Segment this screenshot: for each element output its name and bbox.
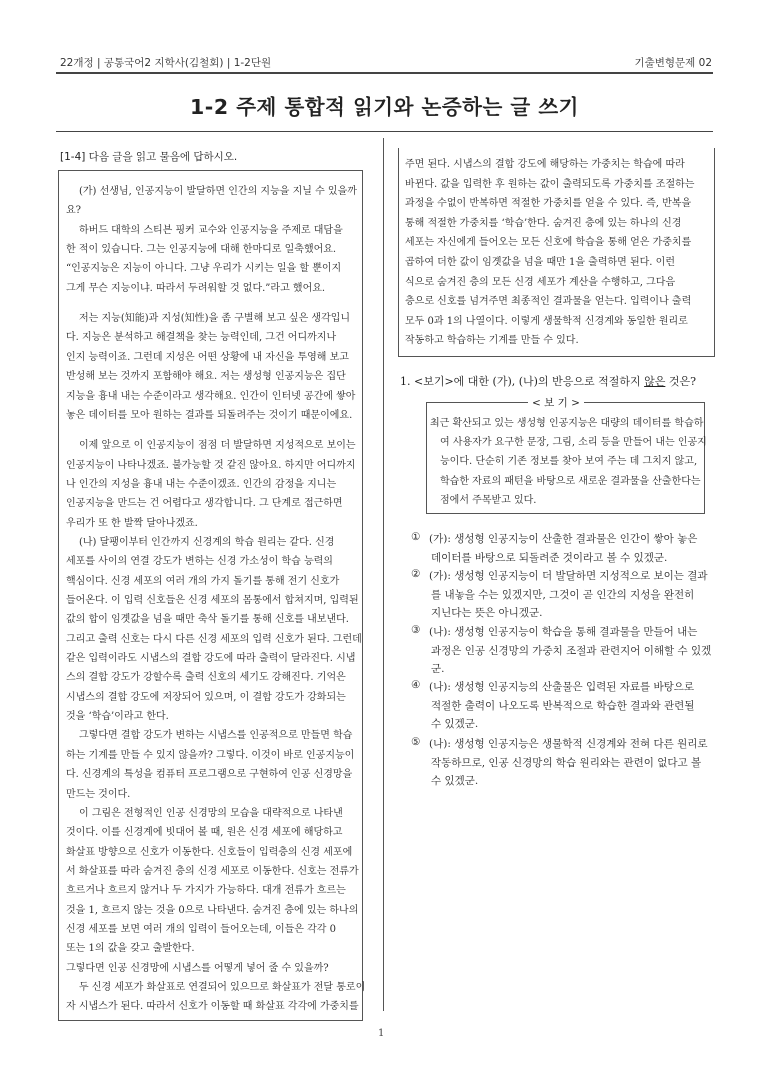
title-rule	[56, 131, 713, 132]
question-text: <보기>에 대한 (가), (나)의 반응으로 적절하지	[414, 375, 641, 388]
passage-right-line: 작동하고 학습하는 기계를 만들 수 있다.	[405, 335, 579, 347]
bogi-line: 여 사용자가 요구한 문장, 그림, 소리 등을 만들어 내는 인공지	[440, 437, 707, 449]
passage-left-line: 우리가 또 한 발짝 달아나겠죠.	[66, 517, 198, 529]
passage-left-line: 그렇다면 결합 강도가 변하는 시냅스를 인공적으로 만들면 학습	[79, 730, 353, 742]
passage-left-line: 자 시냅스가 된다. 따라서 신호가 이동할 때 화살표 각각에 가중치를	[66, 1001, 359, 1013]
option-marker: ②	[411, 568, 421, 580]
option-text-line: 과정은 인공 신경망의 가중치 조절과 관련지어 이해할 수 있겠	[431, 644, 712, 657]
passage-left-line: 서 화살표를 따라 숨겨진 층의 신경 세포로 이동한다. 신호는 전류가	[66, 865, 359, 877]
passage-left-line: 값의 합이 임곗값을 넘을 때만 축삭 돌기를 통해 신호를 내보낸다.	[66, 614, 349, 626]
passage-left-line: 스의 결합 강도가 강할수록 출력 신호의 세기도 강해진다. 기억은	[66, 672, 346, 684]
question-number: 1.	[400, 375, 411, 388]
instruction-text: [1-4] 다음 글을 읽고 물음에 답하시오.	[60, 151, 238, 163]
passage-left-line: 것이다. 이를 신경계에 빗대어 볼 때, 원은 신경 세포에 해당하고	[66, 827, 343, 839]
passage-left-line: 흐르거나 흐르지 않거나 두 가지가 가능하다. 대개 전류가 흐르는	[66, 885, 346, 897]
option-text-line: 를 내놓을 수는 있겠지만, 그것이 곧 인간의 지성을 완전히	[431, 588, 695, 601]
header-course-info: 22개정 | 공통국어2 지학사(김철회) | 1-2단원	[60, 57, 272, 69]
passage-left-line: 그게 무슨 지능이냐. 따라서 두려워할 것 없다.”라고 했어요.	[66, 282, 326, 294]
option-text-line: 작동하므로, 인공 신경망의 학습 원리와는 관련이 없다고 볼	[431, 756, 702, 769]
bogi-label: < 보 기 >	[528, 395, 584, 410]
passage-left-line: 반성해 보는 것까지 포함해야 해요. 저는 생성형 인공지능은 집단	[66, 371, 346, 383]
bogi-line: 학습한 자료의 패턴을 바탕으로 새로운 결과물을 산출한다는	[440, 475, 701, 487]
passage-left-line: 것을 ‘학습’이라고 한다.	[66, 711, 169, 723]
bogi-line: 능이다. 단순히 기존 정보를 찾아 보여 주는 데 그치지 않고,	[440, 456, 698, 468]
option-marker: ⑤	[411, 736, 421, 748]
passage-left-line: 지능을 흉내 내는 수준이라고 생각해요. 인간이 인터넷 공간에 쌓아	[66, 390, 356, 402]
passage-left-line: 그리고 출력 신호는 다시 다른 신경 세포의 입력 신호가 된다. 그런데	[66, 633, 362, 645]
passage-left-line: 저는 지능(知能)과 지성(知性)을 좀 구별해 보고 싶은 생각입니	[79, 313, 351, 325]
bogi-line: 최근 확산되고 있는 생성형 인공지능은 대량의 데이터를 학습하	[430, 418, 704, 429]
passage-left-line: 들어온다. 이 입력 신호들은 신경 세포의 몸통에서 합쳐지며, 입력된	[66, 595, 359, 606]
option-text-line: 데이터를 바탕으로 되돌려준 것이라고 볼 수 있겠군.	[431, 551, 668, 564]
passage-left-line: 같은 입력이라도 시냅스의 결합 강도에 따라 출력이 달라진다. 시냅	[66, 653, 356, 665]
question-emphasis: 않은	[644, 375, 666, 388]
passage-left-line: 다. 신경계의 특성을 컴퓨터 프로그램으로 구현하여 인공 신경망을	[66, 769, 353, 781]
passage-left-line: (가) 선생님, 인공지능이 발달하면 인간의 지능을 지닐 수 있을까	[79, 186, 357, 197]
option-text-line: (나): 생성형 인공지능의 산출물은 입력된 자료를 바탕으로	[429, 681, 695, 693]
passage-left-line: 하는 기계를 만들 수 있지 않을까? 그렇다. 이것이 바로 인공지능이	[66, 749, 355, 761]
passage-left-line: 이제 앞으로 이 인공지능이 점점 더 발달하면 지성적으로 보이는	[79, 440, 356, 452]
bogi-line: 점에서 주목받고 있다.	[440, 494, 537, 506]
passage-left-line: (나) 달팽이부터 인간까지 신경계의 학습 원리는 같다. 신경	[79, 536, 335, 548]
passage-right-line: 세포는 자신에게 들어오는 모든 신호에 학습을 통해 얻은 가중치를	[405, 237, 692, 249]
passage-left-line: 다. 지능은 분석하고 해결책을 찾는 능력인데, 그건 어디까지나	[66, 332, 337, 344]
passage-right-line: 곱하여 더한 값이 임곗값을 넘을 때만 1을 출력하면 된다. 이런	[405, 257, 675, 268]
passage-left-line: 것을 1, 흐르지 않는 것을 0으로 나타낸다. 숨겨진 층에 있는 하나의	[66, 904, 359, 916]
passage-right-line: 바뀐다. 값을 입력한 후 원하는 값이 출력되도록 가중치를 조절하는	[405, 178, 695, 190]
passage-left-line: 요?	[66, 205, 82, 217]
passage-right-line: 식으로 숨겨진 층의 모든 신경 세포가 계산을 수행하고, 그다음	[405, 276, 676, 288]
option-text-line: (나): 생성형 인공지능이 학습을 통해 결과물을 만들어 내는	[429, 626, 698, 638]
passage-left-line: 인지 능력이죠. 그런데 지성은 어떤 상황에 내 자신을 투영해 보고	[66, 351, 349, 363]
passage-left-line: 세포를 사이의 연결 강도가 변하는 신경 가소성이 학습 능력의	[66, 556, 333, 568]
passage-left-line: 또는 1의 값을 갖고 출발한다.	[66, 943, 195, 955]
passage-left-line: 만드는 것이다.	[66, 788, 131, 800]
option-marker: ④	[411, 679, 421, 691]
header-worksheet-label: 기출변형문제 02	[634, 57, 712, 69]
passage-left-line: 인공지능이 나타나겠죠. 불가능할 것 같진 않아요. 하지만 어디까지	[66, 459, 356, 471]
passage-left-line: 화살표 방향으로 신호가 이동한다. 신호들이 입력층의 신경 세포에	[66, 846, 353, 858]
page-title: 1-2 주제 통합적 읽기와 논증하는 글 쓰기	[190, 95, 579, 119]
passage-left-line: 시냅스의 결합 강도에 저장되어 있으며, 이 결합 강도가 강화되는	[66, 691, 346, 703]
header-rule	[56, 72, 713, 74]
option-text-line: 수 있겠군.	[431, 718, 479, 731]
option-text-line: 지닌다는 뜻은 아니겠군.	[431, 607, 543, 620]
passage-left-line: 한 적이 있습니다. 그는 인공지능에 대해 한마디로 일축했어요.	[66, 244, 337, 256]
option-text-line: 적절한 출력이 나오도록 반복적으로 학습한 결과와 관련될	[431, 699, 695, 712]
question-1	[400, 373, 696, 389]
option-marker: ①	[411, 531, 421, 543]
question-text-end: 것은?	[668, 375, 697, 388]
option-text-line: 수 있겠군.	[431, 775, 479, 788]
passage-left-line: 두 신경 세포가 화살표로 연결되어 있으므로 화살표가 전달 통로이	[79, 982, 366, 993]
passage-left-line: 하버드 대학의 스티븐 핑커 교수와 인공지능을 주제로 대담을	[79, 224, 343, 236]
passage-left-line: 이 그림은 전형적인 인공 신경망의 모습을 대략적으로 나타낸	[79, 807, 343, 819]
column-divider	[383, 138, 384, 1011]
passage-right-line: 과정을 수없이 반복하면 적절한 가중치를 얻을 수 있다. 즉, 반복을	[405, 198, 692, 210]
passage-left-line: 신경 세포를 보면 여러 개의 입력이 들어오는데, 이들은 각각 0	[66, 923, 336, 935]
option-text-line: 군.	[431, 663, 445, 676]
option-text-line: (나): 생성형 인공지능은 생물학적 신경계와 전혀 다른 원리로	[429, 738, 708, 750]
passage-right-line: 층으로 신호를 넘겨주면 최종적인 결과물을 얻는다. 입력이나 출력	[405, 296, 692, 308]
passage-left-line: “인공지능은 지능이 아니다. 그냥 우리가 시키는 일을 할 뿐이지	[66, 263, 342, 275]
passage-right-line: 모두 0과 1의 나열이다. 이렇게 생물학적 신경계와 동일한 원리로	[405, 315, 688, 327]
passage-right-line: 통해 적절한 가중치를 ‘학습’한다. 숨겨진 층에 있는 하나의 신경	[405, 217, 682, 229]
option-marker: ③	[411, 624, 421, 636]
passage-left-line: 핵심이다. 신경 세포의 여러 개의 가지 돌기를 통해 전기 신호가	[66, 575, 340, 587]
passage-left-line: 놓은 데이터를 모아 원하는 결과를 되돌려주는 것이기 때문이에요.	[66, 409, 353, 421]
passage-left-line: 나 인간의 지성을 흉내 내는 수준이겠죠. 인간의 감정을 지니는	[66, 478, 337, 490]
page-number: 1	[378, 1028, 385, 1039]
option-text-line: (가): 생성형 인공지능이 더 발달하면 지성적으로 보이는 결과	[429, 570, 708, 582]
passage-left-line: 그렇다면 인공 신경망에 시냅스를 어떻게 넣어 줄 수 있을까?	[66, 962, 329, 974]
passage-left-line: 인공지능을 만드는 건 어렵다고 생각합니다. 그 단계로 접근하면	[66, 498, 343, 510]
passage-right-line: 주면 된다. 시냅스의 결합 강도에 해당하는 가중치는 학습에 따라	[405, 159, 685, 170]
option-text-line: (가): 생성형 인공지능이 산출한 결과물은 인간이 쌓아 놓은	[429, 533, 698, 545]
